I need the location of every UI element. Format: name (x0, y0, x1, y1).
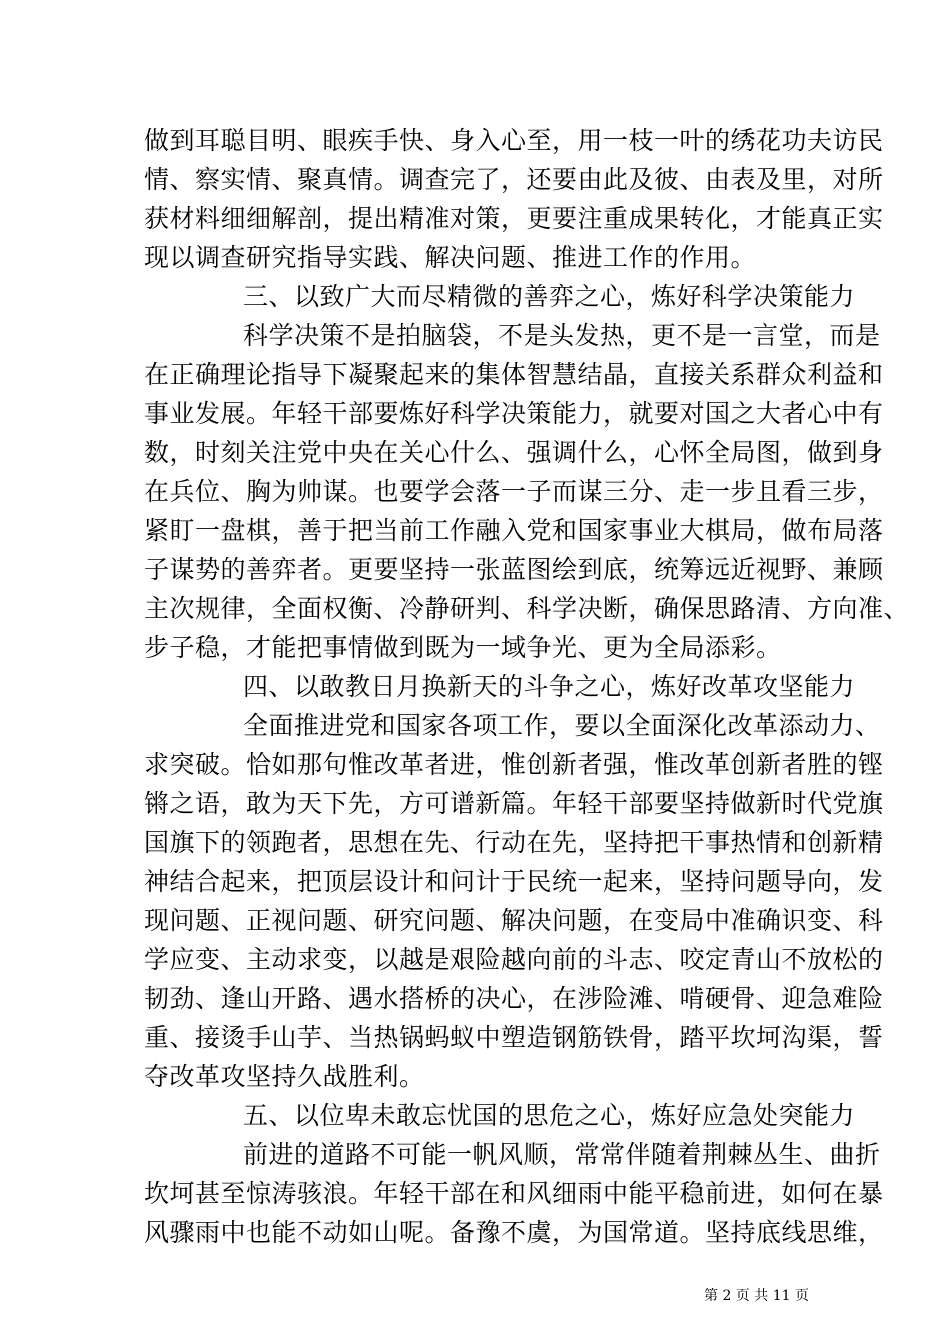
paragraph-first-line: 全面推进党和国家各项工作，要以全面深化改革添动力、 (243, 711, 881, 740)
paragraph-first-line: 前进的道路不可能一帆风顺，常常伴随着荆棘丛生、曲折 (243, 1140, 881, 1169)
text-line: 风骤雨中也能不动如山呢。备豫不虞，为国常道。坚持底线思维， (144, 1218, 884, 1247)
text-line: 主次规律，全面权衡、冷静研判、科学决断，确保思路清、方向准、 (144, 594, 910, 623)
text-line: 现以调查研究指导实践、解决问题、推进工作的作用。 (144, 243, 757, 272)
text-line: 数，时刻关注党中央在关心什么、强调什么，心怀全局图，做到身 (144, 438, 884, 467)
text-line: 获材料细细解剖，提出精准对策，更要注重成果转化，才能真正实 (144, 204, 884, 233)
section-heading: 四、以敢教日月换新天的斗争之心，炼好改革攻坚能力 (243, 672, 856, 701)
text-line: 现问题、正视问题、研究问题、解决问题，在变局中准确识变、科 (144, 906, 884, 935)
text-line: 在兵位、胸为帅谋。也要学会落一子而谋三分、走一步且看三步， (144, 477, 884, 506)
text-line: 学应变、主动求变，以越是艰险越向前的斗志、咬定青山不放松的 (144, 945, 884, 974)
paragraph-first-line: 科学决策不是拍脑袋，不是头发热，更不是一言堂，而是 (243, 321, 881, 350)
text-line: 情、察实情、聚真情。调查完了，还要由此及彼、由表及里，对所 (144, 165, 884, 194)
text-line: 韧劲、逢山开路、遇水搭桥的决心，在涉险滩、啃硬骨、迎急难险 (144, 984, 884, 1013)
text-line: 神结合起来，把顶层设计和问计于民统一起来，坚持问题导向，发 (144, 867, 884, 896)
text-line: 在正确理论指导下凝聚起来的集体智慧结晶，直接关系群众利益和 (144, 360, 884, 389)
text-line: 国旗下的领跑者，思想在先、行动在先，坚持把干事热情和创新精 (144, 828, 884, 857)
text-line: 求突破。恰如那句惟改革者进，惟创新者强，惟改革创新者胜的铿 (144, 750, 884, 779)
text-line: 做到耳聪目明、眼疾手快、身入心至，用一枝一叶的绣花功夫访民 (144, 126, 884, 155)
text-line: 子谋势的善弈者。更要坚持一张蓝图绘到底，统筹远近视野、兼顾 (144, 555, 884, 584)
text-line: 坎坷甚至惊涛骇浪。年轻干部在和风细雨中能平稳前进，如何在暴 (144, 1179, 884, 1208)
section-heading: 五、以位卑未敢忘忧国的思危之心，炼好应急处突能力 (243, 1101, 856, 1130)
page-footer: 第 2 页 共 11 页 (704, 1288, 809, 1304)
text-line: 重、接烫手山芋、当热锅蚂蚁中塑造钢筋铁骨，踏平坎坷沟渠，誓 (144, 1023, 884, 1052)
section-heading: 三、以致广大而尽精微的善弈之心，炼好科学决策能力 (243, 282, 856, 311)
text-line: 锵之语，敢为天下先，方可谱新篇。年轻干部要坚持做新时代党旗 (144, 789, 884, 818)
text-line: 事业发展。年轻干部要炼好科学决策能力，就要对国之大者心中有 (144, 399, 884, 428)
text-line: 步子稳，才能把事情做到既为一域争光、更为全局添彩。 (144, 633, 782, 662)
text-line: 夺改革攻坚持久战胜利。 (144, 1062, 425, 1091)
text-line: 紧盯一盘棋，善于把当前工作融入党和国家事业大棋局，做布局落 (144, 516, 884, 545)
